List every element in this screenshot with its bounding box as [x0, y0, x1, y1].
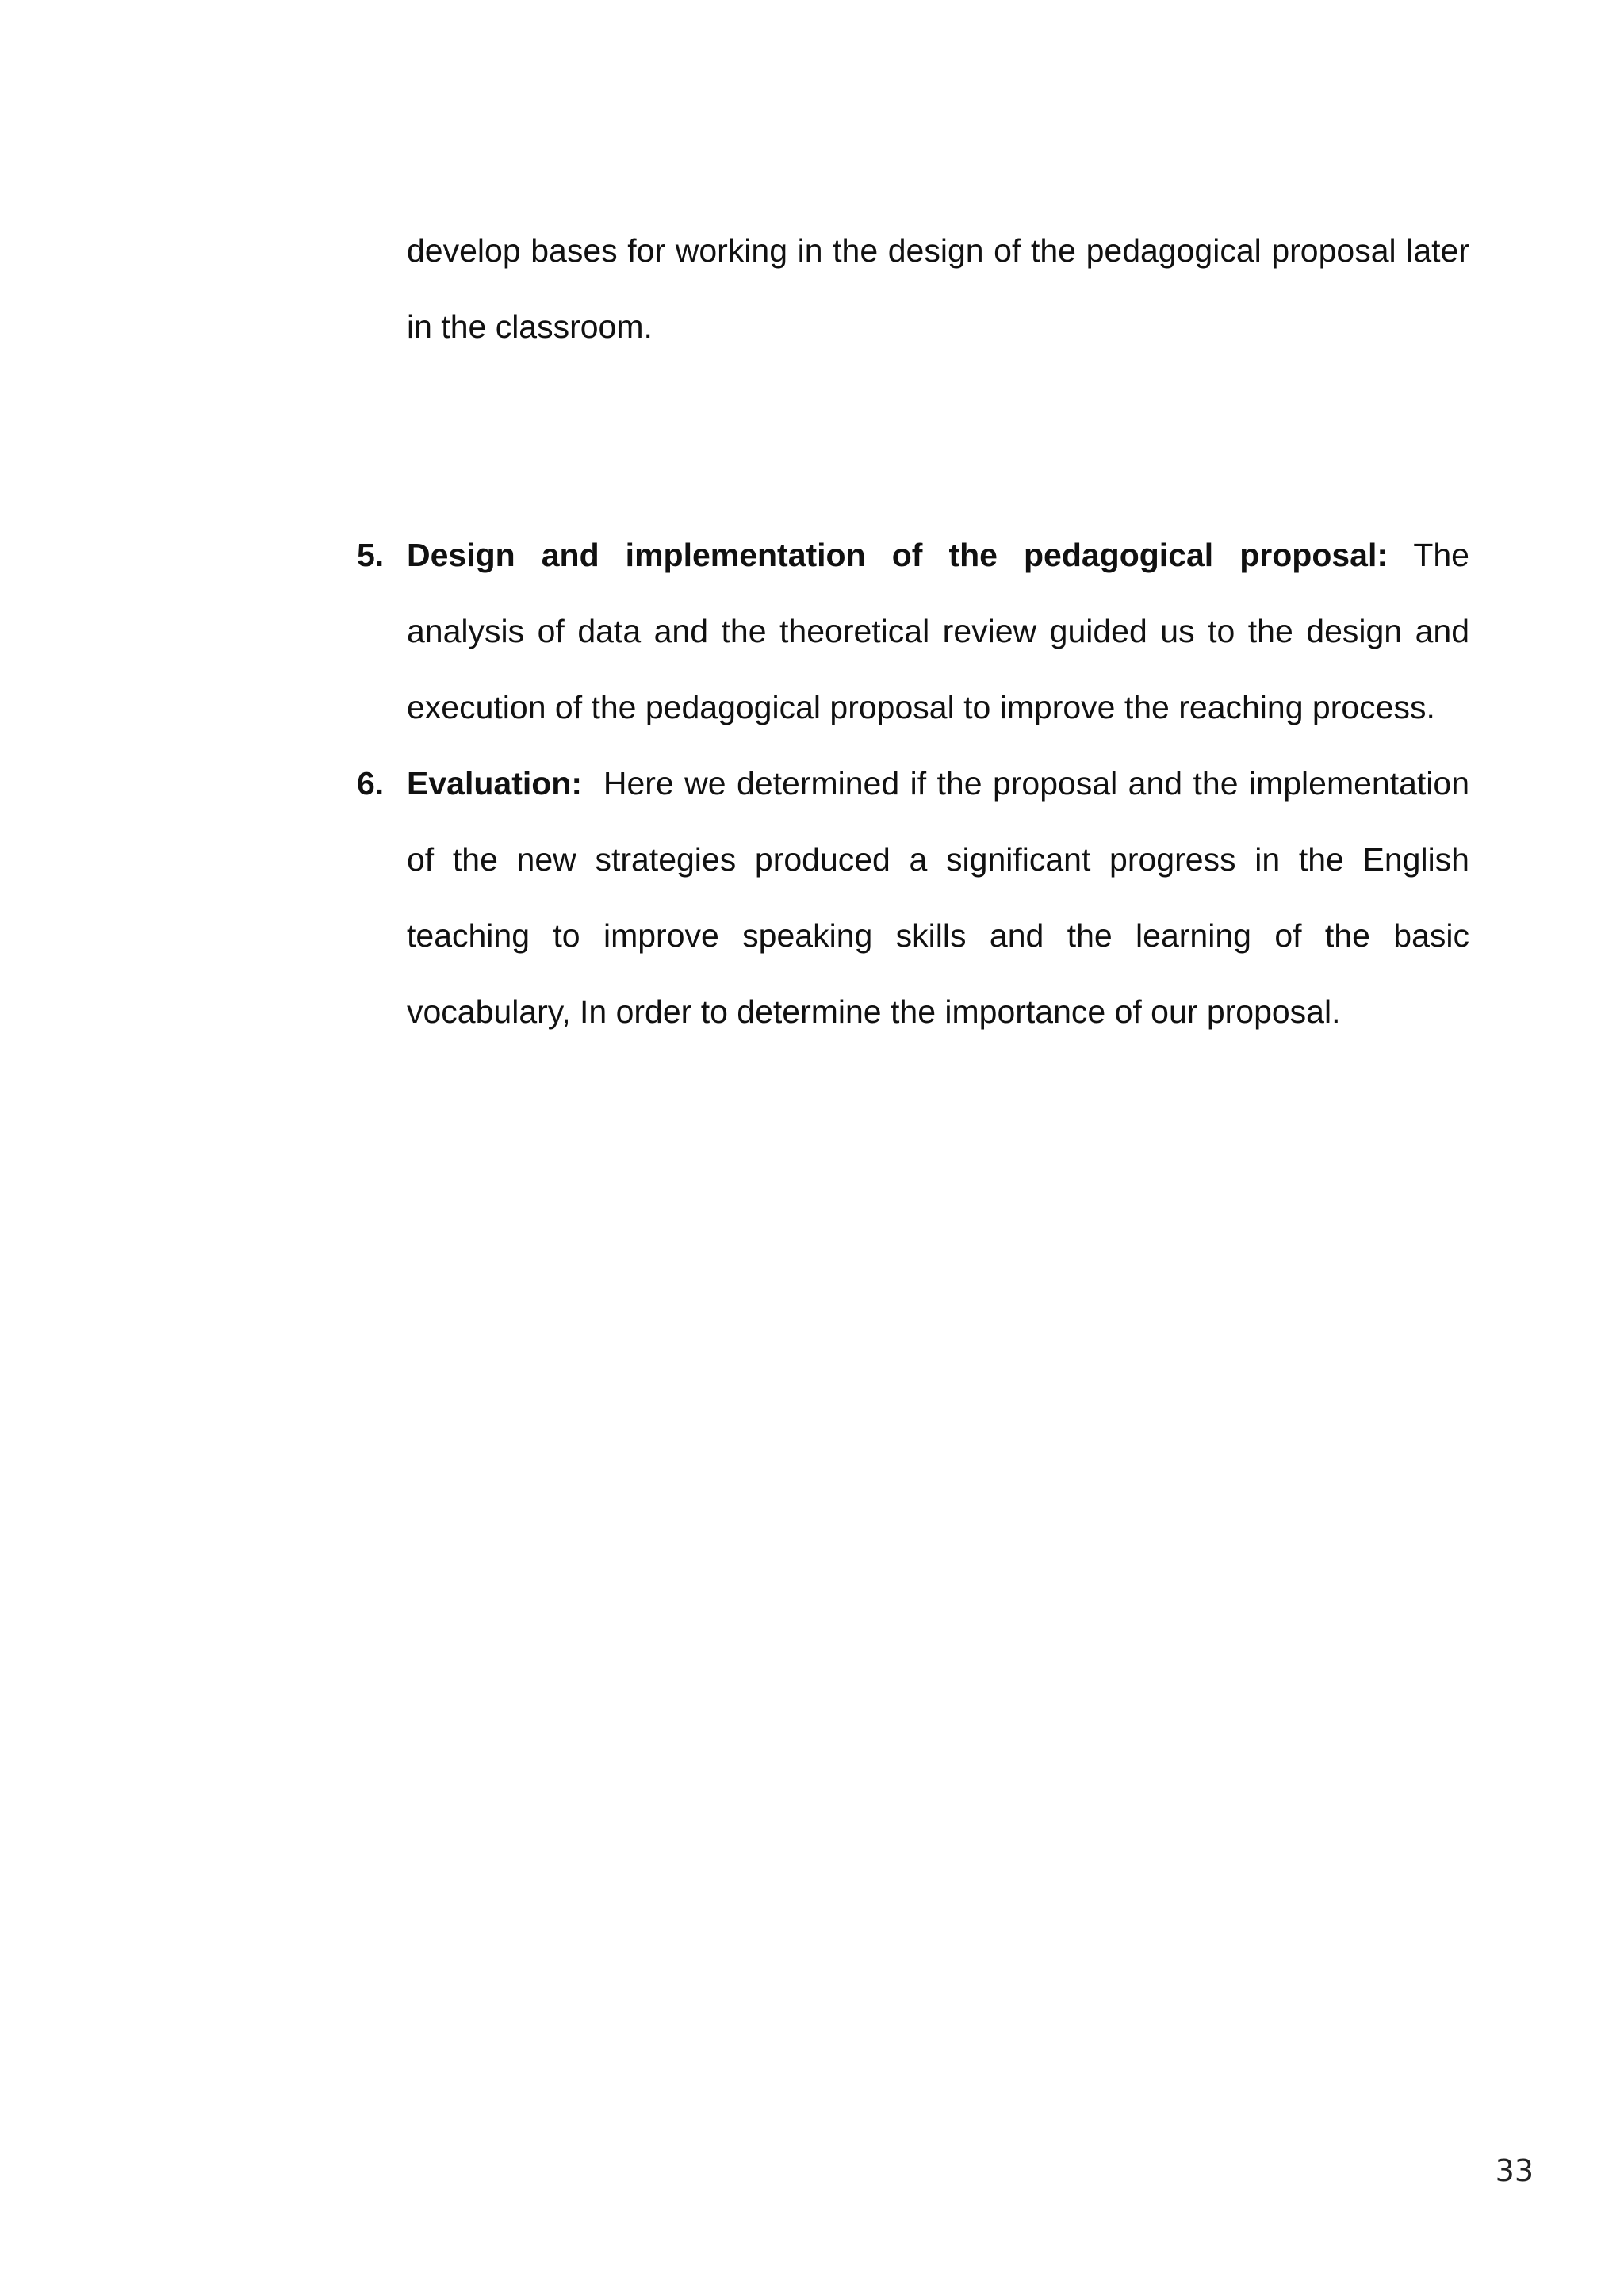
continuation-paragraph: develop bases for working in the design of the pedagogical proposal later in the classroom. [407, 232, 1469, 345]
list-item-body: The analysis of data and the theoretical review guided us to the design and execution of the pedagogical proposal to improve the reaching process. [407, 537, 1469, 725]
list-item-number: 6. [357, 765, 385, 802]
list-item-body: Here we determined if the proposal and the implementation of the new strategies produced a significant progress in the English teaching to improve speaking skills and the learning of the basic vocabulary, In order to determine the importance of our proposal. [407, 765, 1479, 1030]
list-item-evaluation [357, 745, 1479, 1050]
list-item-heading: Design and implementation of the pedagogical proposal: [407, 537, 1388, 573]
numbered-list [357, 517, 1479, 1050]
list-item-number: 5. [357, 537, 385, 573]
list-item-heading: Evaluation: [407, 765, 582, 802]
page-number: 33 [1495, 2153, 1534, 2188]
list-item-design-implementation [357, 517, 1469, 745]
